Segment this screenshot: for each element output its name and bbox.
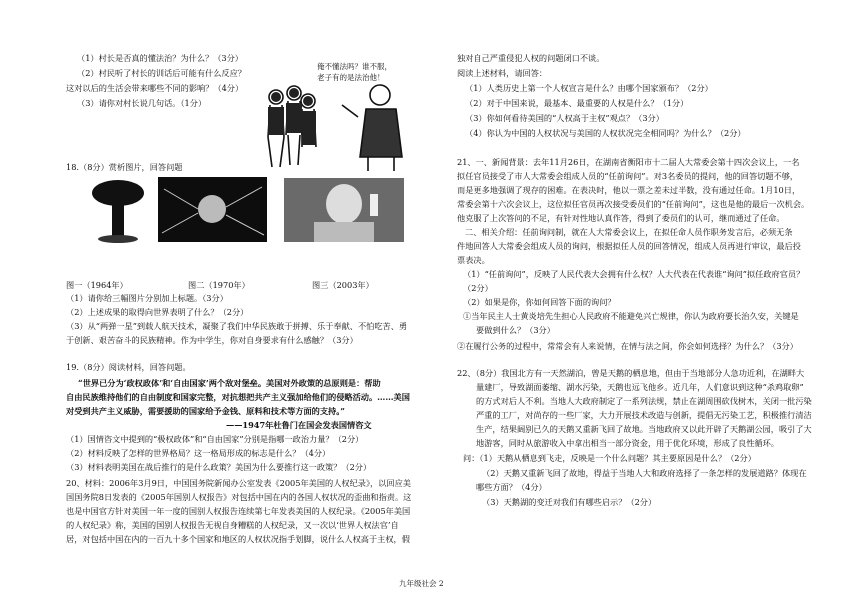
q19-quote-2: 自由民族维持他们的自由制度和国家完整，对抗想把共产主义强加给他们的侵略活动。……美国 — [66, 392, 410, 402]
q20-line-3: 也是中国官方针对美国一年一度的国别人权报告连续第七年发表美国的人权纪录。《2005年美国 — [66, 506, 411, 516]
q22-line-5: 生产，结果阔别已久的天鹅又重新飞回了故地。当地政府又以此开辟了天鹅湖公园，吸引了大 — [476, 424, 812, 434]
caption-2: 图二（1970年） — [188, 280, 250, 290]
q22-line-6: 地游客，同时从旅游收入中拿出相当一部分资金，用于优化环境，形成了良性循环。 — [476, 438, 779, 448]
q21-line-1: 21、一、新闻背景：去年11月26日，在湖南省衡阳市十二届人大常委会第十四次会议上，一名 — [457, 157, 800, 167]
q19-sub-2: （2）材料反映了怎样的世界格局？这一格局形成的标志是什么？（4分） — [66, 448, 331, 458]
q21-sub-2b: ②在履行公务的过程中，常常会有人来说情，在情与法之间，你会如何选择？为什么？（3分） — [457, 341, 798, 351]
q19-sub-3: （3）材料表明美国在战后推行的是什么政策？美国为什么要推行这一政策？（2分） — [66, 462, 372, 472]
page-footer: 九年级社会 2 — [399, 579, 444, 588]
cartoon-speech-2: 老子有的是法治他！ — [317, 73, 385, 82]
q20-cont-6: （4）你认为中国的人权状况与美国的人权状况完全相同吗？为什么？（2分） — [465, 128, 746, 138]
photo-astronaut — [284, 178, 404, 242]
q20-cont-3: （1）人类历史上第一个人权宣言是什么？由哪个国家颁布？（2分） — [465, 83, 713, 93]
q18-sub-3: （3）从“两弹一星”到载人航天技术，凝聚了我们中华民族敢于拼搏、乐于奉献、不怕吃苦、勇 — [66, 321, 408, 331]
caption-3: 图三（2003年） — [312, 280, 374, 290]
q20-line-1: 20、材料：2006年3月9日，中国国务院新闻办公室发表《2005年美国的人权纪录》，以回应美 — [66, 478, 411, 488]
cartoon-illustration — [262, 57, 420, 175]
q22-line-4: 严重的工厂，对尚存的一些厂家，大力开展技术改造与创新，提倡无污染工艺，积极推行清洁 — [476, 410, 812, 420]
cartoon-speech-1: 俺不懂法吗？谁不服， — [317, 62, 392, 71]
q22-sub-1: 问：（1）天鹅从栖息到飞走，反映是一个什么问题？其主要原因是什么？（2分） — [463, 453, 756, 463]
q20-line-4: 的人权纪录》称，美国的国别人权报告无视自身糟糕的人权纪录，又一次以‘世界人权法官’自 — [66, 520, 399, 530]
q21-sub-2a: ①当年民主人士黄炎培先生担心人民政府不能避免兴亡规律，你认为政府要长治久安，关键是 — [463, 311, 799, 321]
q21-sub-1: （1）“任前询问”，反映了人民代表大会拥有什么权？人大代表在代表谁“询问”拟任政府官员？ — [463, 269, 805, 279]
q21-line-7: 件地回答人大常委会组成人员的询问，根据拟任人员的回答情况，组成人员再进行审议，最后投 — [457, 241, 801, 251]
cartoon-figures — [262, 57, 420, 175]
q19-sub-1: （1）国情咨文中提到的“极权政体”和“自由国家”分别是指哪一政治力量？（2分） — [66, 434, 364, 444]
q19-source: ——1947年杜鲁门在国会发表国情咨文 — [226, 420, 372, 430]
q21-line-6: 二、相关介绍：任前询问制，就在人大常委会议上，在拟任命人员作职务发言后，必须无条 — [465, 227, 793, 237]
q17-sub-3: （3）请你对村长说几句话。（1分） — [77, 98, 207, 108]
q22-line-3: 的方式对后人不利。当地人大政府制定了一系列法规，禁止在湖周围砍伐树木，关闭一批污染 — [476, 396, 812, 406]
q20-cont-1: 独对自己严重侵犯人权的问题闭口不谈。 — [457, 53, 605, 63]
q20-line-2: 国国务院8日发表的《2005年国别人权报告》对包括中国在内的各国人权状况的歪曲和指责。这 — [66, 492, 412, 502]
q17-sub-1: （1）村长是否真的懂法治？为什么？（3分） — [77, 53, 243, 63]
q19-title: 19.（8分）阅读材料，回答问题。 — [66, 362, 191, 372]
q22-sub-2: （2）天鹅又重新飞回了故地，得益于当地人大和政府选择了一条怎样的发展道路？体现在 — [482, 468, 807, 478]
q18-title: 18.（8分）赏析图片，回答问题 — [66, 162, 183, 172]
q21-line-8: 票表决。 — [457, 255, 490, 265]
q22-sub-2b: 哪些方面？（4分） — [476, 482, 547, 492]
q22-line-1: 22、（8分）我国北方有一天然湖泊，曾是天鹅的栖息地，但由于当地部分人急功近利，在湖畔大 — [457, 368, 805, 378]
q22-sub-3: （3）天鹅湖的变迁对我们有哪些启示？（2分） — [482, 497, 657, 507]
q21-line-3: 而是更多地强调了现存的困难。在表决时，他以一票之差未过半数，没有通过任命。1月10日， — [457, 185, 801, 195]
q18-sub-1: （1）请你给三幅图片分别加上标题。（3分） — [66, 293, 228, 303]
photo-satellite — [158, 177, 267, 242]
caption-1: 图一（1964年） — [66, 280, 128, 290]
q20-line-5: 居，对包括中国在内的一百九十多个国家和地区的人权状况指手划脚，说什么人权高于主权，假 — [66, 534, 410, 544]
q20-cont-5: （3）你如何看待美国的“人权高于主权”观点？（3分） — [465, 113, 664, 123]
q19-quote-1: “世界已分为‘政权政体’和‘自由国家’两个敌对堡垒。美国对外政策的总原则是：帮助 — [78, 378, 381, 388]
q20-cont-2: 阅读上述材料，请回答： — [457, 68, 548, 78]
q21-sub-2: （2）如果是你，你如何回答下面的询问？ — [463, 297, 616, 307]
q20-cont-4: （2）对于中国来说，最基本、最重要的人权是什么？（1分） — [465, 98, 689, 108]
q21-line-4: 常委会第十六次会议上，这位拟任官员再次接受委员们的“任前询问”，这也是他的最后一次机会。 — [457, 199, 810, 209]
q21-line-5: 他克服了上次答问的不足，有针对性地认真作答，得到了委员们的认可，继而通过了任命。 — [457, 213, 785, 223]
q22-line-2: 量建厂，导致湖面萎缩、湖水污染，天鹅也远飞他乡。近几年，人们意识到这种“杀鸡取卵” — [476, 382, 804, 392]
q21-sub-1b: （2分） — [463, 283, 493, 293]
photo-mushroom-cloud — [84, 177, 151, 243]
q17-sub-2b: 这对以后的生活会带来哪些不同的影响？（4分） — [66, 83, 244, 93]
q17-sub-2: （2）村民听了村长的训话后可能有什么反应？ — [77, 68, 246, 78]
q21-sub-2a-b: 要做到什么？（3分） — [476, 325, 555, 335]
q18-sub-2: （2）上述成果的取得向世界表明了什么？（2分） — [66, 307, 249, 317]
q21-line-2: 拟任官员接受了市人大常委会组成人员的“任前询问”。对3名委员的提问，他的回答切题不够， — [457, 171, 799, 181]
q19-quote-3: 对受到共产主义威胁，需要援助的国家给予金钱、原料和技术等方面的支持。” — [66, 406, 345, 416]
q18-sub-3b: 于创新、艰苦奋斗的民族精神。作为中学生，你对自身要求有什么感触？（3分） — [66, 335, 358, 345]
